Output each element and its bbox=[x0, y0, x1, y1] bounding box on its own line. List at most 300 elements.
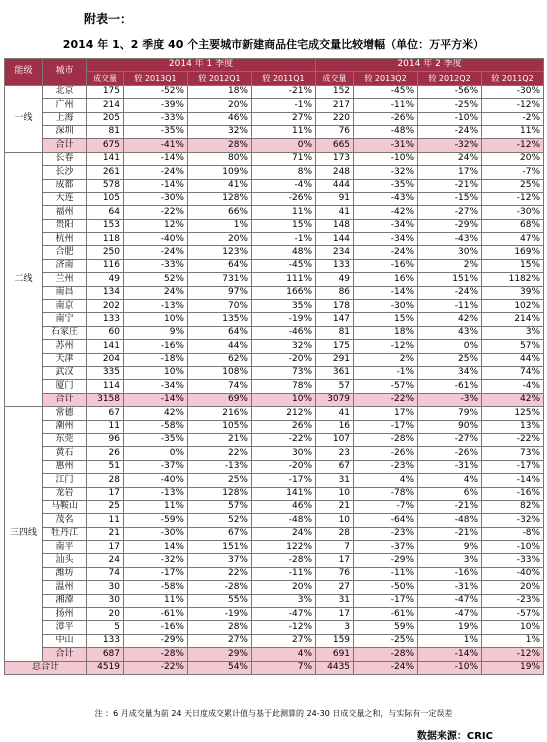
tier-cell: 三四线 bbox=[5, 407, 43, 661]
city-cell: 南宁 bbox=[43, 313, 87, 326]
value-cell: 205 bbox=[87, 112, 124, 125]
value-cell: -26% bbox=[354, 112, 418, 125]
value-cell: 141% bbox=[252, 487, 316, 500]
value-cell: 212% bbox=[252, 407, 316, 420]
value-cell: 7% bbox=[252, 661, 316, 674]
table-row bbox=[5, 634, 544, 647]
city-cell: 南京 bbox=[43, 300, 87, 313]
value-cell: 234 bbox=[316, 246, 354, 259]
value-cell: -12% bbox=[482, 648, 544, 661]
value-cell: -10% bbox=[418, 661, 482, 674]
value-cell: 173 bbox=[316, 152, 354, 165]
value-cell: -30% bbox=[482, 85, 544, 98]
value-cell: -22% bbox=[354, 393, 418, 406]
value-cell: 44% bbox=[188, 340, 252, 353]
value-cell: -4% bbox=[482, 380, 544, 393]
value-cell: 691 bbox=[316, 648, 354, 661]
value-cell: -45% bbox=[252, 259, 316, 272]
value-cell: 109% bbox=[188, 166, 252, 179]
value-cell: 34% bbox=[418, 366, 482, 379]
city-cell: 天津 bbox=[43, 353, 87, 366]
value-cell: -27% bbox=[418, 433, 482, 446]
value-cell: 80% bbox=[188, 152, 252, 165]
data-table bbox=[4, 58, 544, 675]
value-cell: -12% bbox=[354, 340, 418, 353]
value-cell: 4519 bbox=[87, 661, 124, 674]
table-row bbox=[5, 608, 544, 621]
value-cell: 15% bbox=[354, 313, 418, 326]
value-cell: 41% bbox=[188, 179, 252, 192]
value-cell: -41% bbox=[124, 139, 188, 152]
city-cell: 扬州 bbox=[43, 608, 87, 621]
value-cell: 9% bbox=[124, 326, 188, 339]
city-cell: 杭州 bbox=[43, 233, 87, 246]
value-cell: 41 bbox=[316, 206, 354, 219]
value-cell: 30% bbox=[252, 447, 316, 460]
value-cell: 51 bbox=[87, 460, 124, 473]
value-cell: 151% bbox=[418, 273, 482, 286]
table-row bbox=[5, 353, 544, 366]
value-cell: -30% bbox=[482, 206, 544, 219]
value-cell: 175 bbox=[316, 340, 354, 353]
table-row bbox=[5, 581, 544, 594]
table-row bbox=[5, 447, 544, 460]
value-cell: 82% bbox=[482, 500, 544, 513]
city-cell: 龙岩 bbox=[43, 487, 87, 500]
value-cell: -40% bbox=[124, 474, 188, 487]
value-cell: 66% bbox=[188, 206, 252, 219]
value-cell: -24% bbox=[354, 661, 418, 674]
value-cell: -23% bbox=[354, 527, 418, 540]
value-cell: 60 bbox=[87, 326, 124, 339]
value-cell: 151% bbox=[188, 541, 252, 554]
value-cell: 22% bbox=[188, 567, 252, 580]
tier-cell: 二线 bbox=[5, 152, 43, 406]
value-cell: -4% bbox=[252, 179, 316, 192]
header-tier: 能级 bbox=[5, 59, 43, 86]
value-cell: -58% bbox=[124, 581, 188, 594]
city-cell: 温州 bbox=[43, 581, 87, 594]
value-cell: -27% bbox=[418, 206, 482, 219]
value-cell: 2% bbox=[418, 259, 482, 272]
value-cell: -35% bbox=[354, 179, 418, 192]
value-cell: -14% bbox=[124, 393, 188, 406]
value-cell: -34% bbox=[124, 380, 188, 393]
value-cell: 125% bbox=[482, 407, 544, 420]
value-cell: 81 bbox=[316, 326, 354, 339]
value-cell: -26% bbox=[354, 447, 418, 460]
table-row bbox=[5, 380, 544, 393]
value-cell: 11% bbox=[124, 594, 188, 607]
value-cell: 10% bbox=[252, 393, 316, 406]
value-cell: -11% bbox=[354, 99, 418, 112]
value-cell: -56% bbox=[418, 85, 482, 98]
value-cell: -33% bbox=[124, 112, 188, 125]
value-cell: -35% bbox=[124, 125, 188, 138]
value-cell: 25% bbox=[418, 353, 482, 366]
value-cell: 22% bbox=[188, 447, 252, 460]
city-cell: 深圳 bbox=[43, 125, 87, 138]
value-cell: -13% bbox=[188, 460, 252, 473]
value-cell: 64% bbox=[188, 259, 252, 272]
city-cell: 兰州 bbox=[43, 273, 87, 286]
value-cell: -14% bbox=[354, 286, 418, 299]
table-row bbox=[5, 621, 544, 634]
table-row bbox=[5, 152, 544, 165]
value-cell: 49 bbox=[316, 273, 354, 286]
value-cell: 62% bbox=[188, 353, 252, 366]
value-cell: -28% bbox=[354, 648, 418, 661]
value-cell: -42% bbox=[354, 206, 418, 219]
value-cell: 42% bbox=[482, 393, 544, 406]
value-cell: -3% bbox=[418, 393, 482, 406]
value-cell: -47% bbox=[252, 608, 316, 621]
value-cell: 74% bbox=[188, 380, 252, 393]
city-cell: 上海 bbox=[43, 112, 87, 125]
value-cell: 13% bbox=[482, 420, 544, 433]
value-cell: 135% bbox=[188, 313, 252, 326]
value-cell: -11% bbox=[418, 300, 482, 313]
value-cell: -26% bbox=[252, 192, 316, 205]
value-cell: -14% bbox=[482, 474, 544, 487]
value-cell: 1% bbox=[418, 634, 482, 647]
value-cell: -20% bbox=[252, 460, 316, 473]
city-cell: 南昌 bbox=[43, 286, 87, 299]
table-row bbox=[5, 246, 544, 259]
value-cell: 250 bbox=[87, 246, 124, 259]
value-cell: 54% bbox=[188, 661, 252, 674]
table-row bbox=[5, 326, 544, 339]
value-cell: 57% bbox=[188, 500, 252, 513]
value-cell: 28% bbox=[188, 621, 252, 634]
value-cell: 105% bbox=[188, 420, 252, 433]
value-cell: 64 bbox=[87, 206, 124, 219]
value-cell: 71% bbox=[252, 152, 316, 165]
value-cell: 3158 bbox=[87, 393, 124, 406]
value-cell: -14% bbox=[418, 648, 482, 661]
value-cell: 29% bbox=[188, 648, 252, 661]
value-cell: 25% bbox=[188, 474, 252, 487]
value-cell: -47% bbox=[418, 608, 482, 621]
value-cell: 17 bbox=[316, 608, 354, 621]
value-cell: 39% bbox=[482, 286, 544, 299]
city-cell: 武汉 bbox=[43, 366, 87, 379]
value-cell: 3% bbox=[418, 554, 482, 567]
value-cell: 74% bbox=[482, 366, 544, 379]
value-cell: 67% bbox=[188, 527, 252, 540]
value-cell: 42% bbox=[418, 313, 482, 326]
table-row bbox=[5, 313, 544, 326]
value-cell: -30% bbox=[354, 300, 418, 313]
value-cell: 0% bbox=[124, 447, 188, 460]
value-cell: -48% bbox=[418, 514, 482, 527]
value-cell: 48% bbox=[252, 246, 316, 259]
value-cell: 28 bbox=[316, 527, 354, 540]
value-cell: 12% bbox=[124, 219, 188, 232]
value-cell: -37% bbox=[354, 541, 418, 554]
value-cell: 57% bbox=[482, 340, 544, 353]
value-cell: 108% bbox=[188, 366, 252, 379]
value-cell: -2% bbox=[482, 112, 544, 125]
value-cell: 7 bbox=[316, 541, 354, 554]
value-cell: -29% bbox=[124, 634, 188, 647]
value-cell: 105 bbox=[87, 192, 124, 205]
footnote: 注 ：6 月成交量为前 24 天日度成交累计值与基于此测算的 24-30 日成交量之和，与实际有一定误差 bbox=[94, 709, 453, 718]
value-cell: -31% bbox=[418, 581, 482, 594]
grand-total-label: 总合计 bbox=[5, 661, 87, 674]
value-cell: 214 bbox=[87, 99, 124, 112]
value-cell: 21% bbox=[188, 433, 252, 446]
value-cell: 152 bbox=[316, 85, 354, 98]
city-cell: 马鞍山 bbox=[43, 500, 87, 513]
value-cell: 16 bbox=[316, 420, 354, 433]
value-cell: 25% bbox=[482, 179, 544, 192]
value-cell: 70% bbox=[188, 300, 252, 313]
value-cell: -57% bbox=[354, 380, 418, 393]
city-cell: 湘潭 bbox=[43, 594, 87, 607]
value-cell: 4% bbox=[252, 648, 316, 661]
value-cell: 10 bbox=[316, 514, 354, 527]
value-cell: 15% bbox=[482, 259, 544, 272]
value-cell: 731% bbox=[188, 273, 252, 286]
value-cell: 20% bbox=[482, 581, 544, 594]
value-cell: -17% bbox=[354, 594, 418, 607]
value-cell: -16% bbox=[354, 259, 418, 272]
value-cell: 133 bbox=[316, 259, 354, 272]
value-cell: 64% bbox=[188, 326, 252, 339]
table-row bbox=[5, 125, 544, 138]
value-cell: -7% bbox=[354, 500, 418, 513]
value-cell: -19% bbox=[188, 608, 252, 621]
value-cell: 90% bbox=[418, 420, 482, 433]
city-cell: 大连 bbox=[43, 192, 87, 205]
subtotal-row bbox=[5, 393, 544, 406]
table-row bbox=[5, 206, 544, 219]
value-cell: 20 bbox=[87, 608, 124, 621]
value-cell: 74 bbox=[87, 567, 124, 580]
value-cell: -35% bbox=[124, 433, 188, 446]
value-cell: 16% bbox=[354, 273, 418, 286]
value-cell: 361 bbox=[316, 366, 354, 379]
city-cell: 合计 bbox=[43, 139, 87, 152]
value-cell: 114 bbox=[87, 380, 124, 393]
value-cell: -10% bbox=[418, 112, 482, 125]
value-cell: 175 bbox=[87, 85, 124, 98]
value-cell: 14% bbox=[124, 541, 188, 554]
table-row bbox=[5, 192, 544, 205]
value-cell: -39% bbox=[124, 99, 188, 112]
value-cell: 675 bbox=[87, 139, 124, 152]
value-cell: 26% bbox=[252, 420, 316, 433]
value-cell: -1% bbox=[354, 366, 418, 379]
value-cell: 148 bbox=[316, 219, 354, 232]
city-cell: 惠州 bbox=[43, 460, 87, 473]
value-cell: -33% bbox=[124, 259, 188, 272]
value-cell: 20% bbox=[482, 152, 544, 165]
value-cell: -24% bbox=[418, 286, 482, 299]
value-cell: 204 bbox=[87, 353, 124, 366]
value-cell: 32% bbox=[188, 125, 252, 138]
value-cell: 67 bbox=[316, 460, 354, 473]
city-cell: 厦门 bbox=[43, 380, 87, 393]
value-cell: 68% bbox=[482, 219, 544, 232]
value-cell: -17% bbox=[482, 460, 544, 473]
value-cell: 78% bbox=[252, 380, 316, 393]
value-cell: 0% bbox=[418, 340, 482, 353]
value-cell: 10% bbox=[124, 366, 188, 379]
value-cell: 216% bbox=[188, 407, 252, 420]
value-cell: 133 bbox=[87, 313, 124, 326]
value-cell: 8% bbox=[252, 166, 316, 179]
value-cell: -22% bbox=[124, 206, 188, 219]
value-cell: -16% bbox=[124, 621, 188, 634]
value-cell: -21% bbox=[252, 85, 316, 98]
table-row bbox=[5, 514, 544, 527]
value-cell: 335 bbox=[87, 366, 124, 379]
value-cell: 27% bbox=[252, 112, 316, 125]
value-cell: 73% bbox=[252, 366, 316, 379]
value-cell: 19% bbox=[418, 621, 482, 634]
header-col: 较 2011Q2 bbox=[482, 72, 544, 85]
value-cell: -1% bbox=[252, 99, 316, 112]
subtotal-row bbox=[5, 648, 544, 661]
city-cell: 合计 bbox=[43, 648, 87, 661]
value-cell: -15% bbox=[418, 192, 482, 205]
value-cell: -23% bbox=[354, 460, 418, 473]
value-cell: 11% bbox=[482, 125, 544, 138]
table-row bbox=[5, 166, 544, 179]
value-cell: -13% bbox=[124, 300, 188, 313]
table-row bbox=[5, 233, 544, 246]
value-cell: -8% bbox=[482, 527, 544, 540]
value-cell: -45% bbox=[354, 85, 418, 98]
table-row bbox=[5, 594, 544, 607]
value-cell: -7% bbox=[482, 166, 544, 179]
value-cell: 25 bbox=[87, 500, 124, 513]
value-cell: 133 bbox=[87, 634, 124, 647]
value-cell: -32% bbox=[482, 514, 544, 527]
value-cell: 214% bbox=[482, 313, 544, 326]
value-cell: 107 bbox=[316, 433, 354, 446]
value-cell: -1% bbox=[252, 233, 316, 246]
value-cell: 4% bbox=[354, 474, 418, 487]
value-cell: -14% bbox=[124, 152, 188, 165]
city-cell: 贵阳 bbox=[43, 219, 87, 232]
value-cell: -13% bbox=[124, 487, 188, 500]
value-cell: -17% bbox=[124, 567, 188, 580]
value-cell: 134 bbox=[87, 286, 124, 299]
value-cell: 32% bbox=[252, 340, 316, 353]
header-q2: 2014 年 2 季度 bbox=[316, 59, 544, 72]
value-cell: 122% bbox=[252, 541, 316, 554]
value-cell: -30% bbox=[124, 192, 188, 205]
value-cell: -11% bbox=[252, 567, 316, 580]
value-cell: 178 bbox=[316, 300, 354, 313]
city-cell: 南平 bbox=[43, 541, 87, 554]
value-cell: 3079 bbox=[316, 393, 354, 406]
table-row bbox=[5, 527, 544, 540]
value-cell: 141 bbox=[87, 340, 124, 353]
value-cell: 1182% bbox=[482, 273, 544, 286]
city-cell: 济南 bbox=[43, 259, 87, 272]
appendix-label: 附表一： bbox=[84, 12, 133, 26]
header-col: 较 2011Q1 bbox=[252, 72, 316, 85]
city-cell: 潮州 bbox=[43, 420, 87, 433]
value-cell: 19% bbox=[482, 661, 544, 674]
value-cell: -28% bbox=[354, 433, 418, 446]
value-cell: -24% bbox=[124, 246, 188, 259]
value-cell: 153 bbox=[87, 219, 124, 232]
value-cell: -57% bbox=[482, 608, 544, 621]
value-cell: 21 bbox=[87, 527, 124, 540]
value-cell: 444 bbox=[316, 179, 354, 192]
city-cell: 中山 bbox=[43, 634, 87, 647]
table-row bbox=[5, 366, 544, 379]
city-cell: 黄石 bbox=[43, 447, 87, 460]
city-cell: 长沙 bbox=[43, 166, 87, 179]
value-cell: 27 bbox=[316, 581, 354, 594]
value-cell: -12% bbox=[482, 99, 544, 112]
value-cell: 76 bbox=[316, 567, 354, 580]
value-cell: -16% bbox=[482, 487, 544, 500]
header-city: 城市 bbox=[43, 59, 87, 86]
value-cell: 18% bbox=[354, 326, 418, 339]
value-cell: 4435 bbox=[316, 661, 354, 674]
value-cell: 31 bbox=[316, 474, 354, 487]
value-cell: 46% bbox=[252, 500, 316, 513]
value-cell: -48% bbox=[252, 514, 316, 527]
table-row bbox=[5, 420, 544, 433]
city-cell: 合肥 bbox=[43, 246, 87, 259]
city-cell: 茂名 bbox=[43, 514, 87, 527]
value-cell: 49 bbox=[87, 273, 124, 286]
value-cell: 35% bbox=[252, 300, 316, 313]
value-cell: -28% bbox=[252, 554, 316, 567]
value-cell: 59% bbox=[354, 621, 418, 634]
header-col: 较 2012Q2 bbox=[418, 72, 482, 85]
value-cell: -25% bbox=[354, 634, 418, 647]
value-cell: -61% bbox=[124, 608, 188, 621]
value-cell: -11% bbox=[354, 567, 418, 580]
value-cell: 17% bbox=[418, 166, 482, 179]
value-cell: 578 bbox=[87, 179, 124, 192]
city-cell: 牡丹江 bbox=[43, 527, 87, 540]
value-cell: 30% bbox=[418, 246, 482, 259]
value-cell: 159 bbox=[316, 634, 354, 647]
value-cell: -22% bbox=[252, 433, 316, 446]
value-cell: 26 bbox=[87, 447, 124, 460]
value-cell: -22% bbox=[482, 433, 544, 446]
value-cell: -26% bbox=[418, 447, 482, 460]
value-cell: -50% bbox=[354, 581, 418, 594]
value-cell: -46% bbox=[252, 326, 316, 339]
value-cell: -20% bbox=[252, 353, 316, 366]
value-cell: 20% bbox=[252, 581, 316, 594]
value-cell: -21% bbox=[418, 527, 482, 540]
value-cell: -28% bbox=[188, 581, 252, 594]
value-cell: -32% bbox=[418, 139, 482, 152]
value-cell: -43% bbox=[418, 233, 482, 246]
value-cell: 27% bbox=[188, 634, 252, 647]
value-cell: -32% bbox=[354, 166, 418, 179]
value-cell: 11 bbox=[87, 514, 124, 527]
city-cell: 苏州 bbox=[43, 340, 87, 353]
value-cell: 147 bbox=[316, 313, 354, 326]
table-row bbox=[5, 500, 544, 513]
value-cell: 4% bbox=[418, 474, 482, 487]
value-cell: -16% bbox=[418, 567, 482, 580]
value-cell: -29% bbox=[418, 219, 482, 232]
